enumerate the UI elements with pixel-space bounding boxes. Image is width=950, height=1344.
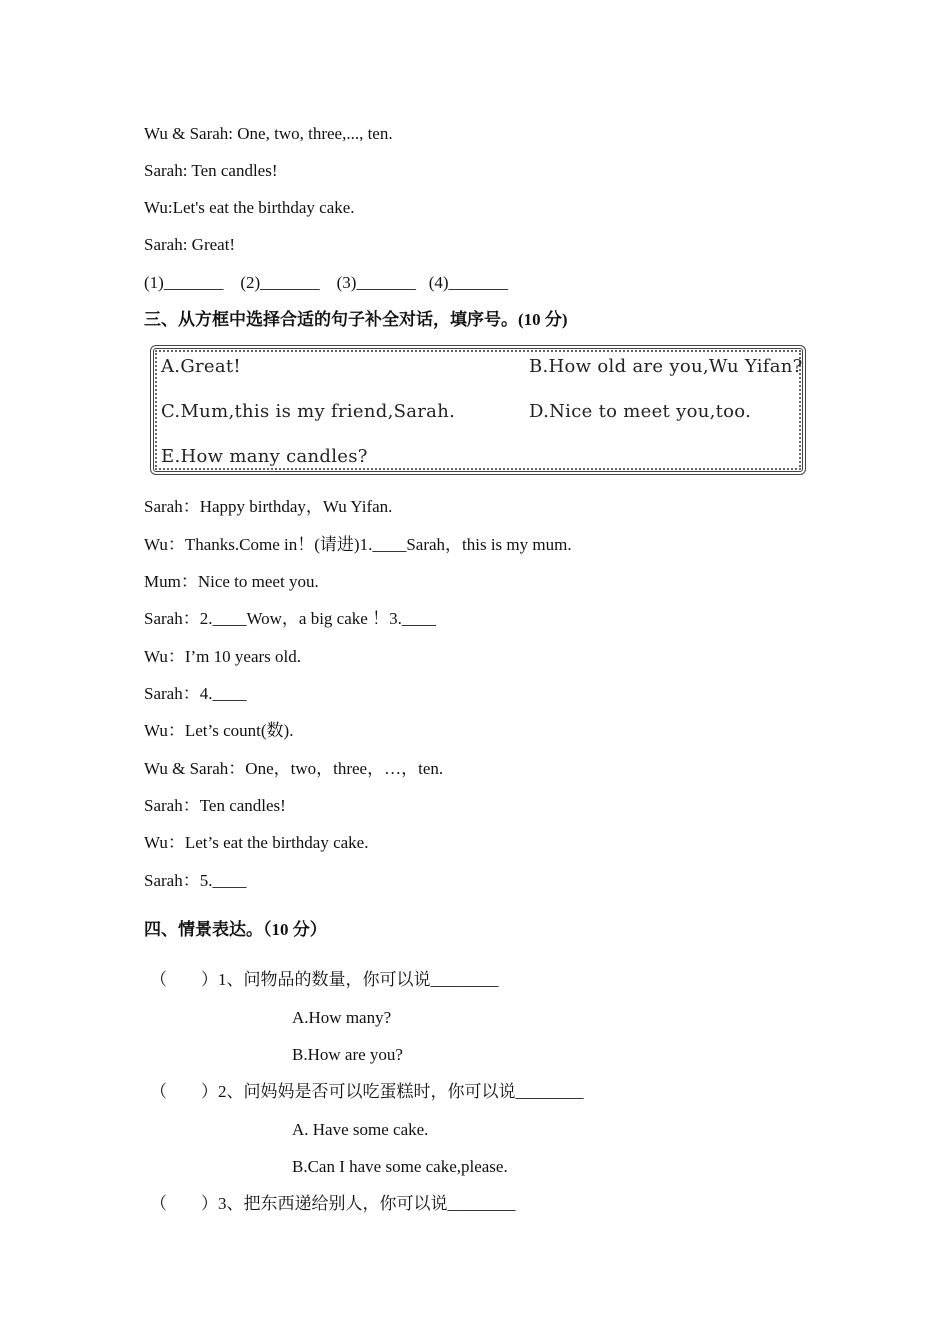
- dialogue-line: Sarah: Great!: [144, 235, 236, 254]
- dialogue-line: Sarah：Happy birthday，Wu Yifan.: [144, 497, 393, 516]
- dialogue-line: Wu：Let’s count(数).: [144, 721, 294, 740]
- option-e: E.How many candles?: [161, 446, 368, 467]
- option-b: B.How old are you,Wu Yifan?: [529, 356, 803, 377]
- dialogue-line: Wu：Thanks.Come in！(请进)1.____Sarah，this is my mum.: [144, 535, 572, 554]
- question-3: （ ）3、把东西递给别人，你可以说________: [150, 1194, 516, 1213]
- dialogue-line: Wu & Sarah：One，two，three，…，ten.: [144, 759, 444, 778]
- question-2-option-b: B.Can I have some cake,please.: [292, 1157, 508, 1176]
- dialogue-line: Wu & Sarah: One, two, three,..., ten.: [144, 124, 393, 143]
- dialogue-line: Wu：Let’s eat the birthday cake.: [144, 833, 369, 852]
- dialogue-line: Wu：I’m 10 years old.: [144, 647, 302, 666]
- section-3-heading: 三、从方框中选择合适的句子补全对话，填序号。(10 分): [144, 310, 568, 329]
- option-a: A.Great!: [161, 356, 241, 377]
- dialogue-line: Sarah：5.____: [144, 871, 247, 890]
- question-2-option-a: A. Have some cake.: [292, 1120, 429, 1139]
- question-1: （ ）1、问物品的数量，你可以说________: [150, 970, 499, 989]
- option-c: C.Mum,this is my friend,Sarah.: [161, 401, 456, 422]
- dialogue-line: Sarah：2.____Wow，a big cake ！3.____: [144, 609, 436, 628]
- dialogue-line: Sarah：4.____: [144, 684, 247, 703]
- answer-blanks: (1)_______ (2)_______ (3)_______ (4)_______: [144, 273, 509, 292]
- question-1-option-b: B.How are you?: [292, 1045, 403, 1064]
- option-d: D.Nice to meet you,too.: [529, 401, 752, 422]
- dialogue-line: Mum：Nice to meet you.: [144, 572, 319, 591]
- question-1-option-a: A.How many?: [292, 1008, 392, 1027]
- section-4-heading: 四、情景表达。（10 分）: [144, 920, 327, 939]
- dialogue-line: Sarah: Ten candles!: [144, 161, 278, 180]
- question-2: （ ）2、问妈妈是否可以吃蛋糕时，你可以说________: [150, 1082, 584, 1101]
- dialogue-line: Wu:Let's eat the birthday cake.: [144, 198, 355, 217]
- dialogue-line: Sarah：Ten candles!: [144, 796, 286, 815]
